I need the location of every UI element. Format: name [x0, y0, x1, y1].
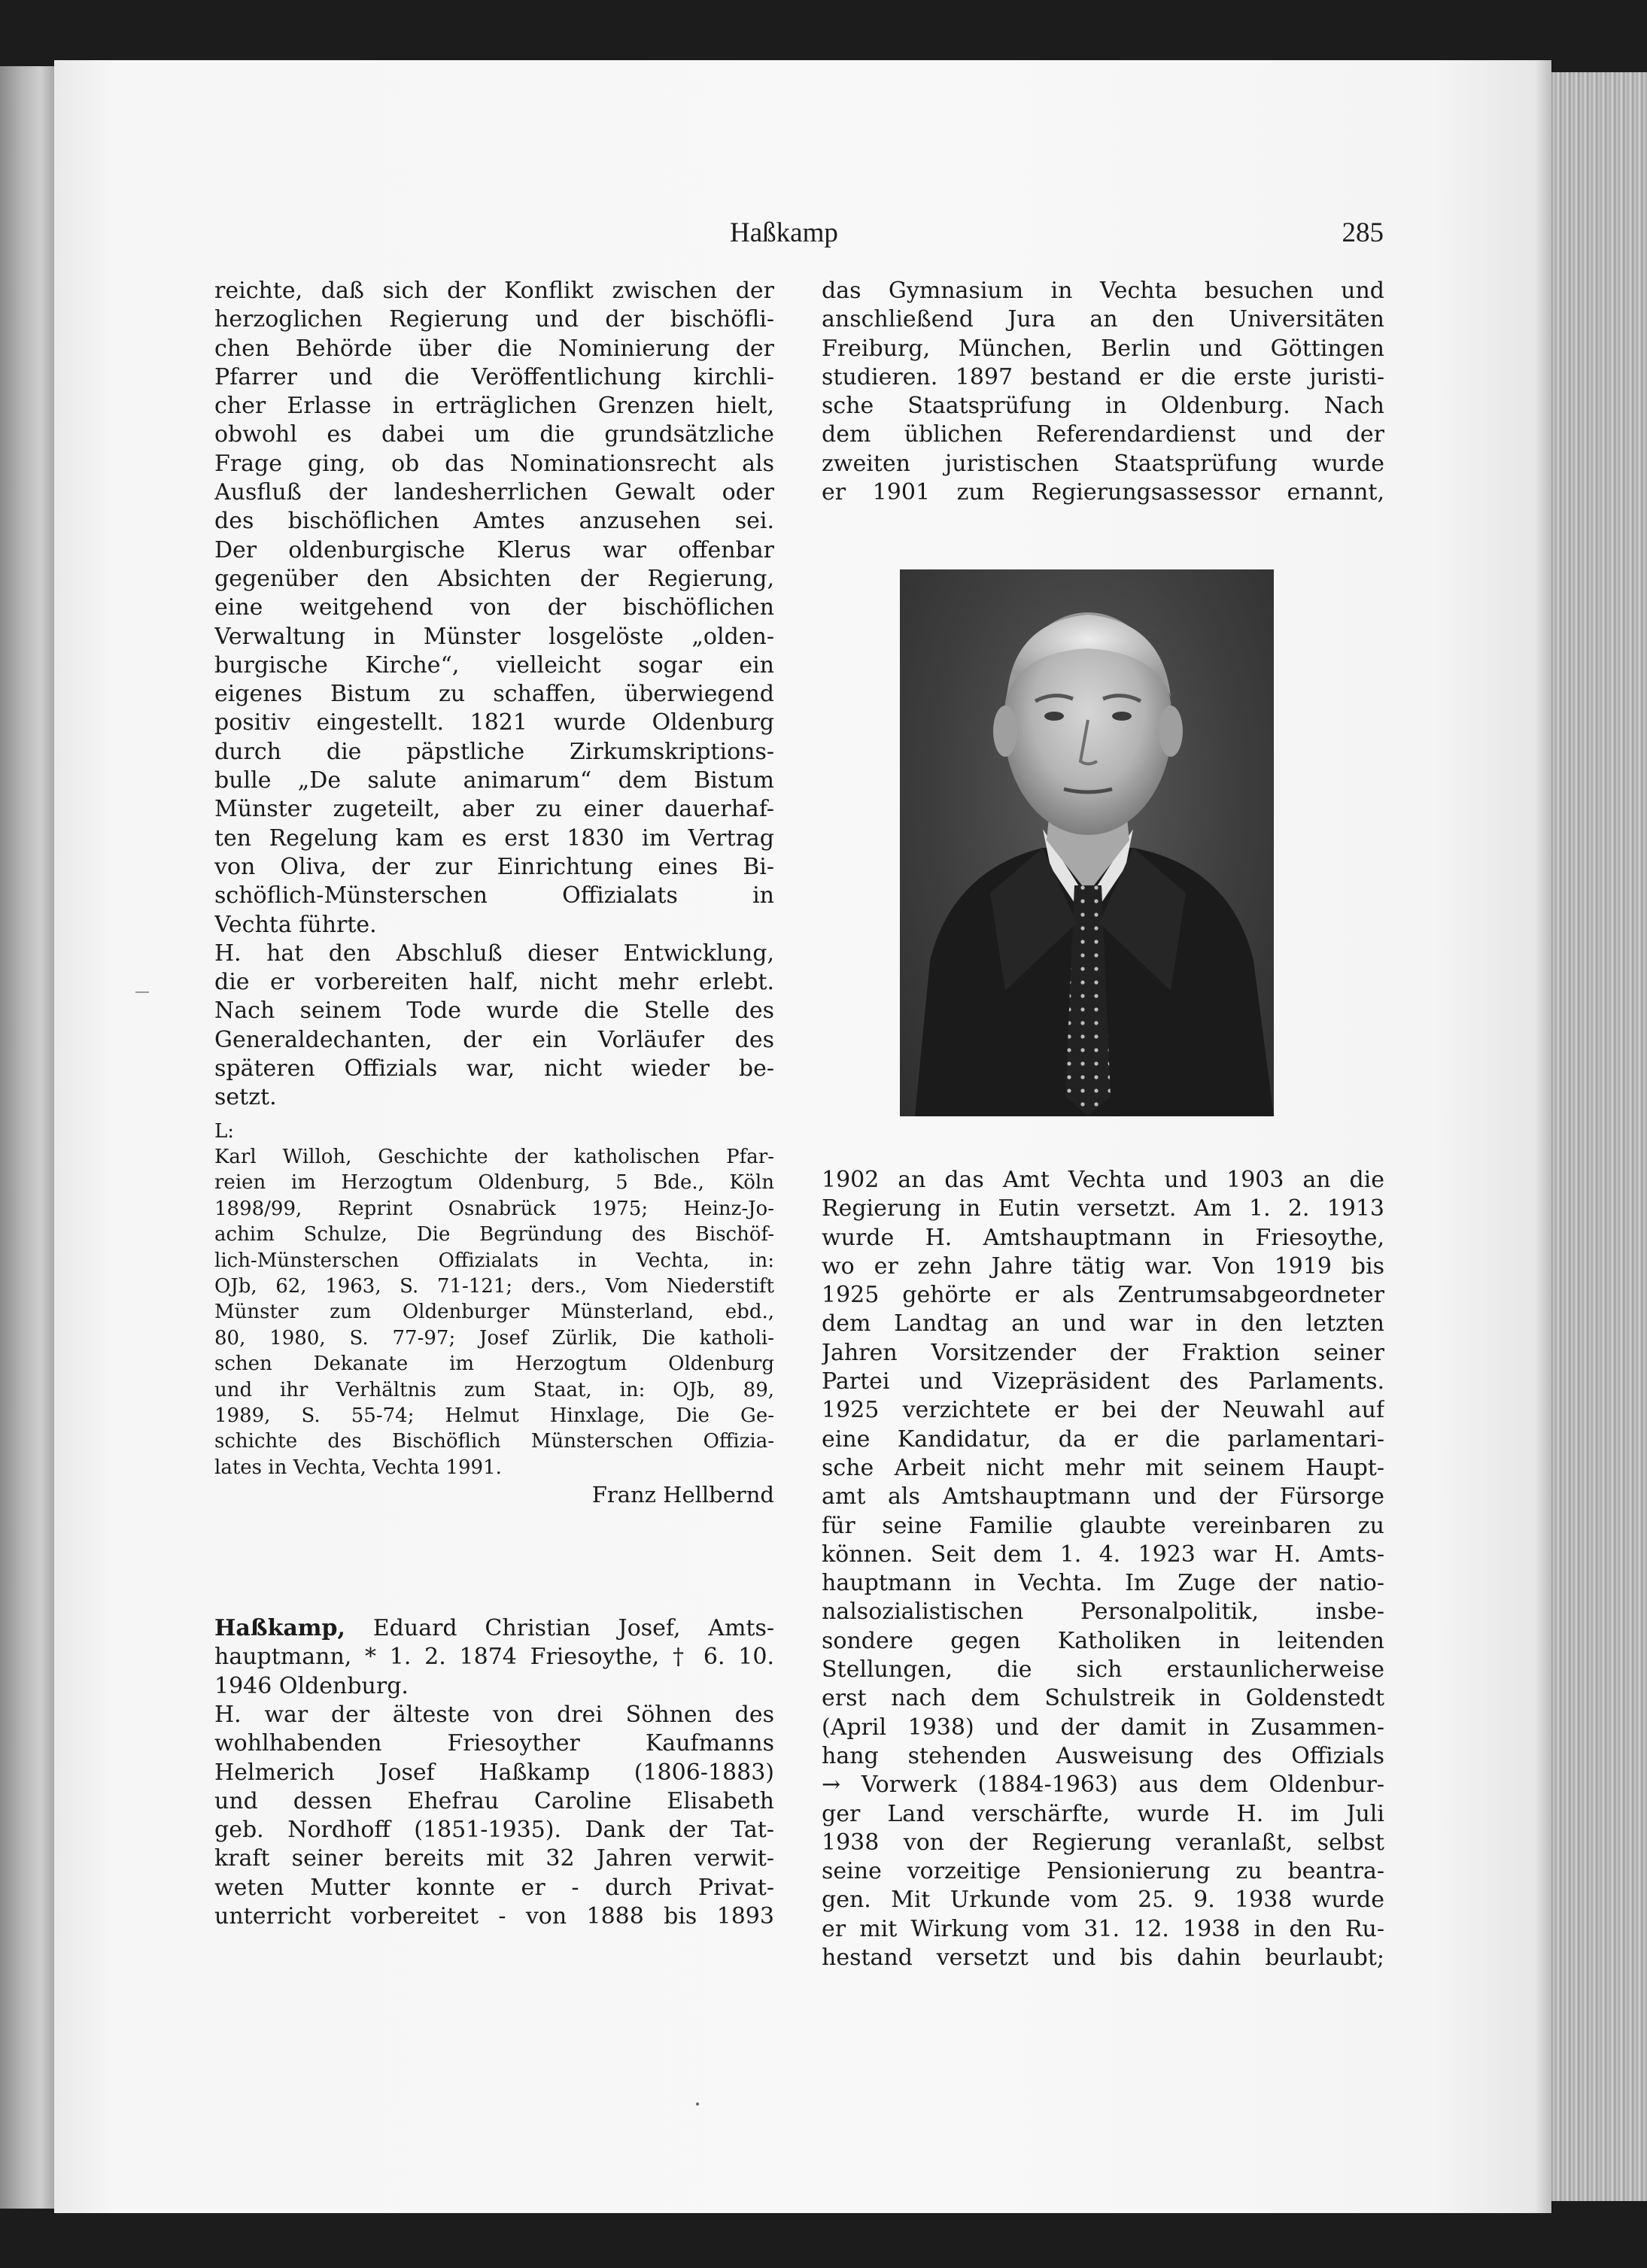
text-line: durch die päpstliche Zirkumskriptions- — [214, 738, 774, 765]
entry-line: H. war der älteste von drei Söhnen des — [214, 1701, 774, 1728]
text-line: Generaldechanten, der ein Vorläufer des — [214, 1026, 774, 1053]
text-line: das Gymnasium in Vechta besuchen und — [822, 278, 1384, 304]
entry-line: hauptmann, * 1. 2. 1874 Friesoythe, † 6. 10. — [214, 1644, 774, 1671]
text-line: 1925 verzichtete er bei der Neuwahl auf — [822, 1397, 1384, 1424]
text-line: Frage ging, ob das Nominationsrecht als — [214, 450, 774, 477]
text-line: sche Staatsprüfung in Oldenburg. Nach — [822, 393, 1384, 420]
entry-line: unterricht vorbereitet - von 1888 bis 1893 — [214, 1903, 774, 1930]
text-line: Pfarrer und die Veröffentlichung kirchli- — [214, 363, 774, 390]
text-line: eine Kandidatur, da er die parlamentari- — [822, 1425, 1384, 1453]
text-line: ten Regelung kam es erst 1830 im Vertrag — [214, 824, 774, 852]
entry-line: Eduard Christian Josef, Amts- — [345, 1615, 774, 1642]
text-line: hauptmann in Vechta. Im Zuge der natio- — [822, 1570, 1384, 1597]
ear-right — [1159, 706, 1183, 757]
text-line: obwohl es dabei um die grundsätzliche — [214, 421, 774, 448]
text-line: cher Erlasse in erträglichen Grenzen hielt, — [214, 393, 774, 420]
text-line: 1925 gehörte er als Zentrumsabgeordneter — [822, 1282, 1384, 1309]
text-line: anschließend Jura an den Universitäten — [822, 306, 1384, 333]
text-line: hestand versetzt und bis dahin beurlaubt; — [822, 1945, 1384, 1972]
entry-name: Haßkamp, — [214, 1615, 345, 1642]
text-line: hang stehenden Ausweisung des Offizials — [822, 1742, 1384, 1769]
article-author: Franz Hellbernd — [591, 1482, 774, 1508]
entry-line: geb. Nordhoff (1851-1935). Dank der Tat- — [214, 1817, 774, 1844]
right-column-top — [822, 277, 1384, 507]
running-head: Haßkamp — [730, 217, 838, 248]
text-line: eigenes Bistum zu schaffen, überwiegend — [214, 681, 774, 708]
portrait-photo-icon — [900, 569, 1274, 1116]
biography-entry — [214, 1614, 774, 1931]
text-line: seine vorzeitige Pensionierung zu beantra- — [822, 1858, 1384, 1885]
text-line: amt als Amtshauptmann und der Fürsorge — [822, 1483, 1384, 1510]
left-column — [214, 277, 774, 1931]
text-line: gen. Mit Urkunde vom 25. 9. 1938 wurde — [822, 1887, 1384, 1914]
page-number: 285 — [1342, 217, 1384, 248]
entry-line: kraft seiner bereits mit 32 Jahren verwit- — [214, 1845, 774, 1872]
text-line: burgische Kirche“, vielleicht sogar ein — [214, 651, 774, 679]
text-line: studieren. 1897 bestand er die erste juristi- — [822, 363, 1384, 390]
literature-line: schen Dekanate im Herzogtum Oldenburg — [214, 1353, 774, 1376]
literature-line: 80, 1980, S. 77-97; Josef Zürlik, Die katholi- — [214, 1326, 774, 1350]
text-line: wurde H. Amtshauptmann in Friesoythe, — [822, 1224, 1384, 1251]
text-line: Vechta führte. — [214, 911, 377, 938]
literature-section — [214, 1119, 774, 1509]
text-line: setzt. — [214, 1084, 277, 1111]
text-line: herzoglichen Regierung und der bischöfli- — [214, 306, 774, 333]
entry-line: Helmerich Josef Haßkamp (1806-1883) — [214, 1759, 774, 1786]
right-column-bottom — [822, 1166, 1384, 1972]
margin-mark — [135, 991, 149, 993]
eye-left — [1044, 712, 1064, 721]
text-line: Regierung in Eutin versetzt. Am 1. 2. 1913 — [822, 1195, 1384, 1222]
literature-label: L: — [214, 1119, 235, 1143]
text-line: Der oldenburgische Klerus war offenbar — [214, 536, 774, 563]
text-line: Freiburg, München, Berlin und Göttingen — [822, 335, 1384, 362]
text-line: sondere gegen Katholiken in leitenden — [822, 1627, 1384, 1654]
text-line: chen Behörde über die Nominierung der — [214, 335, 774, 362]
text-line: Partei und Vizepräsident des Parlaments. — [822, 1368, 1384, 1395]
left-page-edge — [0, 66, 54, 2209]
text-line: können. Seit dem 1. 4. 1923 war H. Amts- — [822, 1541, 1384, 1568]
literature-line: Münster zum Oldenburger Münsterland, ebd., — [214, 1301, 774, 1324]
text-line: Stellungen, die sich erstaunlicherweise — [822, 1656, 1384, 1684]
entry-line: wohlhabenden Friesoyther Kaufmanns — [214, 1730, 774, 1757]
literature-line: OJb, 62, 1963, S. 71-121; ders., Vom Niederstift — [214, 1274, 774, 1298]
literature-line: 1989, S. 55-74; Helmut Hinxlage, Die Ge- — [214, 1404, 774, 1427]
text-line: ger Land verschärfte, wurde H. im Juli — [822, 1800, 1384, 1827]
text-line: er mit Wirkung vom 31. 12. 1938 in den Ru- — [822, 1915, 1384, 1942]
entry-line: 1946 Oldenburg. — [214, 1672, 409, 1699]
ear-left — [993, 706, 1017, 757]
literature-line: 1898/99, Reprint Osnabrück 1975; Heinz-Jo- — [214, 1197, 774, 1220]
text-line: er 1901 zum Regierungsassessor ernannt, — [822, 479, 1384, 506]
portrait-photo — [900, 569, 1274, 1116]
text-line: dem üblichen Referendardienst und der — [822, 421, 1384, 448]
text-line: erst nach dem Schulstreik in Goldenstedt — [822, 1685, 1384, 1712]
text-line: eine weitgehend von der bischöflichen — [214, 594, 774, 621]
text-line: Ausfluß der landesherrlichen Gewalt oder — [214, 479, 774, 506]
text-line: Münster zugeteilt, aber zu einer dauerhaf- — [214, 796, 774, 823]
gutter-shadow — [1535, 60, 1553, 2213]
text-line: die er vorbereiten half, nicht mehr erlebt. — [214, 969, 774, 996]
entry-headline — [214, 1614, 774, 1643]
text-line: schöflich-Münsterschen Offizialats in — [214, 882, 774, 909]
text-line: (April 1938) und der damit in Zusammen- — [822, 1714, 1384, 1741]
text-line: 1938 von der Regierung veranlaßt, selbst — [822, 1829, 1384, 1856]
left-body-text — [214, 277, 774, 1113]
text-line: Jahren Vorsitzender der Fraktion seiner — [822, 1339, 1384, 1366]
text-line: sche Arbeit nicht mehr mit seinem Haupt- — [822, 1454, 1384, 1481]
page-stack-edges — [1551, 72, 1647, 2201]
literature-line: reien im Herzogtum Oldenburg, 5 Bde., Köln — [214, 1171, 774, 1195]
text-line: dem Landtag an und war in den letzten — [822, 1310, 1384, 1337]
literature-line: achim Schulze, Die Begründung des Bischöf- — [214, 1223, 774, 1246]
text-line: 1902 an das Amt Vechta und 1903 an die — [822, 1167, 1384, 1193]
text-line: → Vorwerk (1884-1963) aus dem Oldenbur- — [822, 1772, 1384, 1799]
text-line: H. hat den Abschluß dieser Entwicklung, — [214, 940, 774, 967]
literature-line: Karl Willoh, Geschichte der katholischen Pfar- — [214, 1146, 774, 1168]
text-line: späteren Offizials war, nicht wieder be- — [214, 1055, 774, 1082]
text-line: gegenüber den Absichten der Regierung, — [214, 565, 774, 592]
text-line: von Oliva, der zur Einrichtung eines Bi- — [214, 853, 774, 880]
text-line: zweiten juristischen Staatsprüfung wurde — [822, 450, 1384, 477]
text-line: für seine Familie glaubte vereinbaren zu — [822, 1512, 1384, 1539]
text-line: wo er zehn Jahre tätig war. Von 1919 bis — [822, 1252, 1384, 1280]
page-speck — [696, 2103, 699, 2106]
text-line: bulle „De salute animarum“ dem Bistum — [214, 767, 774, 794]
literature-line: lates in Vechta, Vechta 1991. — [214, 1456, 502, 1479]
text-line: des bischöflichen Amtes anzusehen sei. — [214, 508, 774, 535]
literature-line: lich-Münsterschen Offizialats in Vechta, in: — [214, 1249, 774, 1272]
text-line: Nach seinem Tode wurde die Stelle des — [214, 997, 774, 1025]
eye-right — [1112, 712, 1132, 721]
entry-line: und dessen Ehefrau Caroline Elisabeth — [214, 1787, 774, 1814]
text-line: Verwaltung in Münster losgelöste „olden- — [214, 623, 774, 650]
literature-line: schichte des Bischöflich Münsterschen Offizia- — [214, 1430, 774, 1453]
text-line: nalsozialistischen Personalpolitik, insbe- — [822, 1599, 1384, 1626]
literature-line: und ihr Verhältnis zum Staat, in: OJb, 89, — [214, 1378, 774, 1401]
text-line: positiv eingestellt. 1821 wurde Oldenburg — [214, 709, 774, 736]
text-line: reichte, daß sich der Konflikt zwischen der — [214, 278, 774, 304]
entry-line: weten Mutter konnte er - durch Privat- — [214, 1874, 774, 1901]
